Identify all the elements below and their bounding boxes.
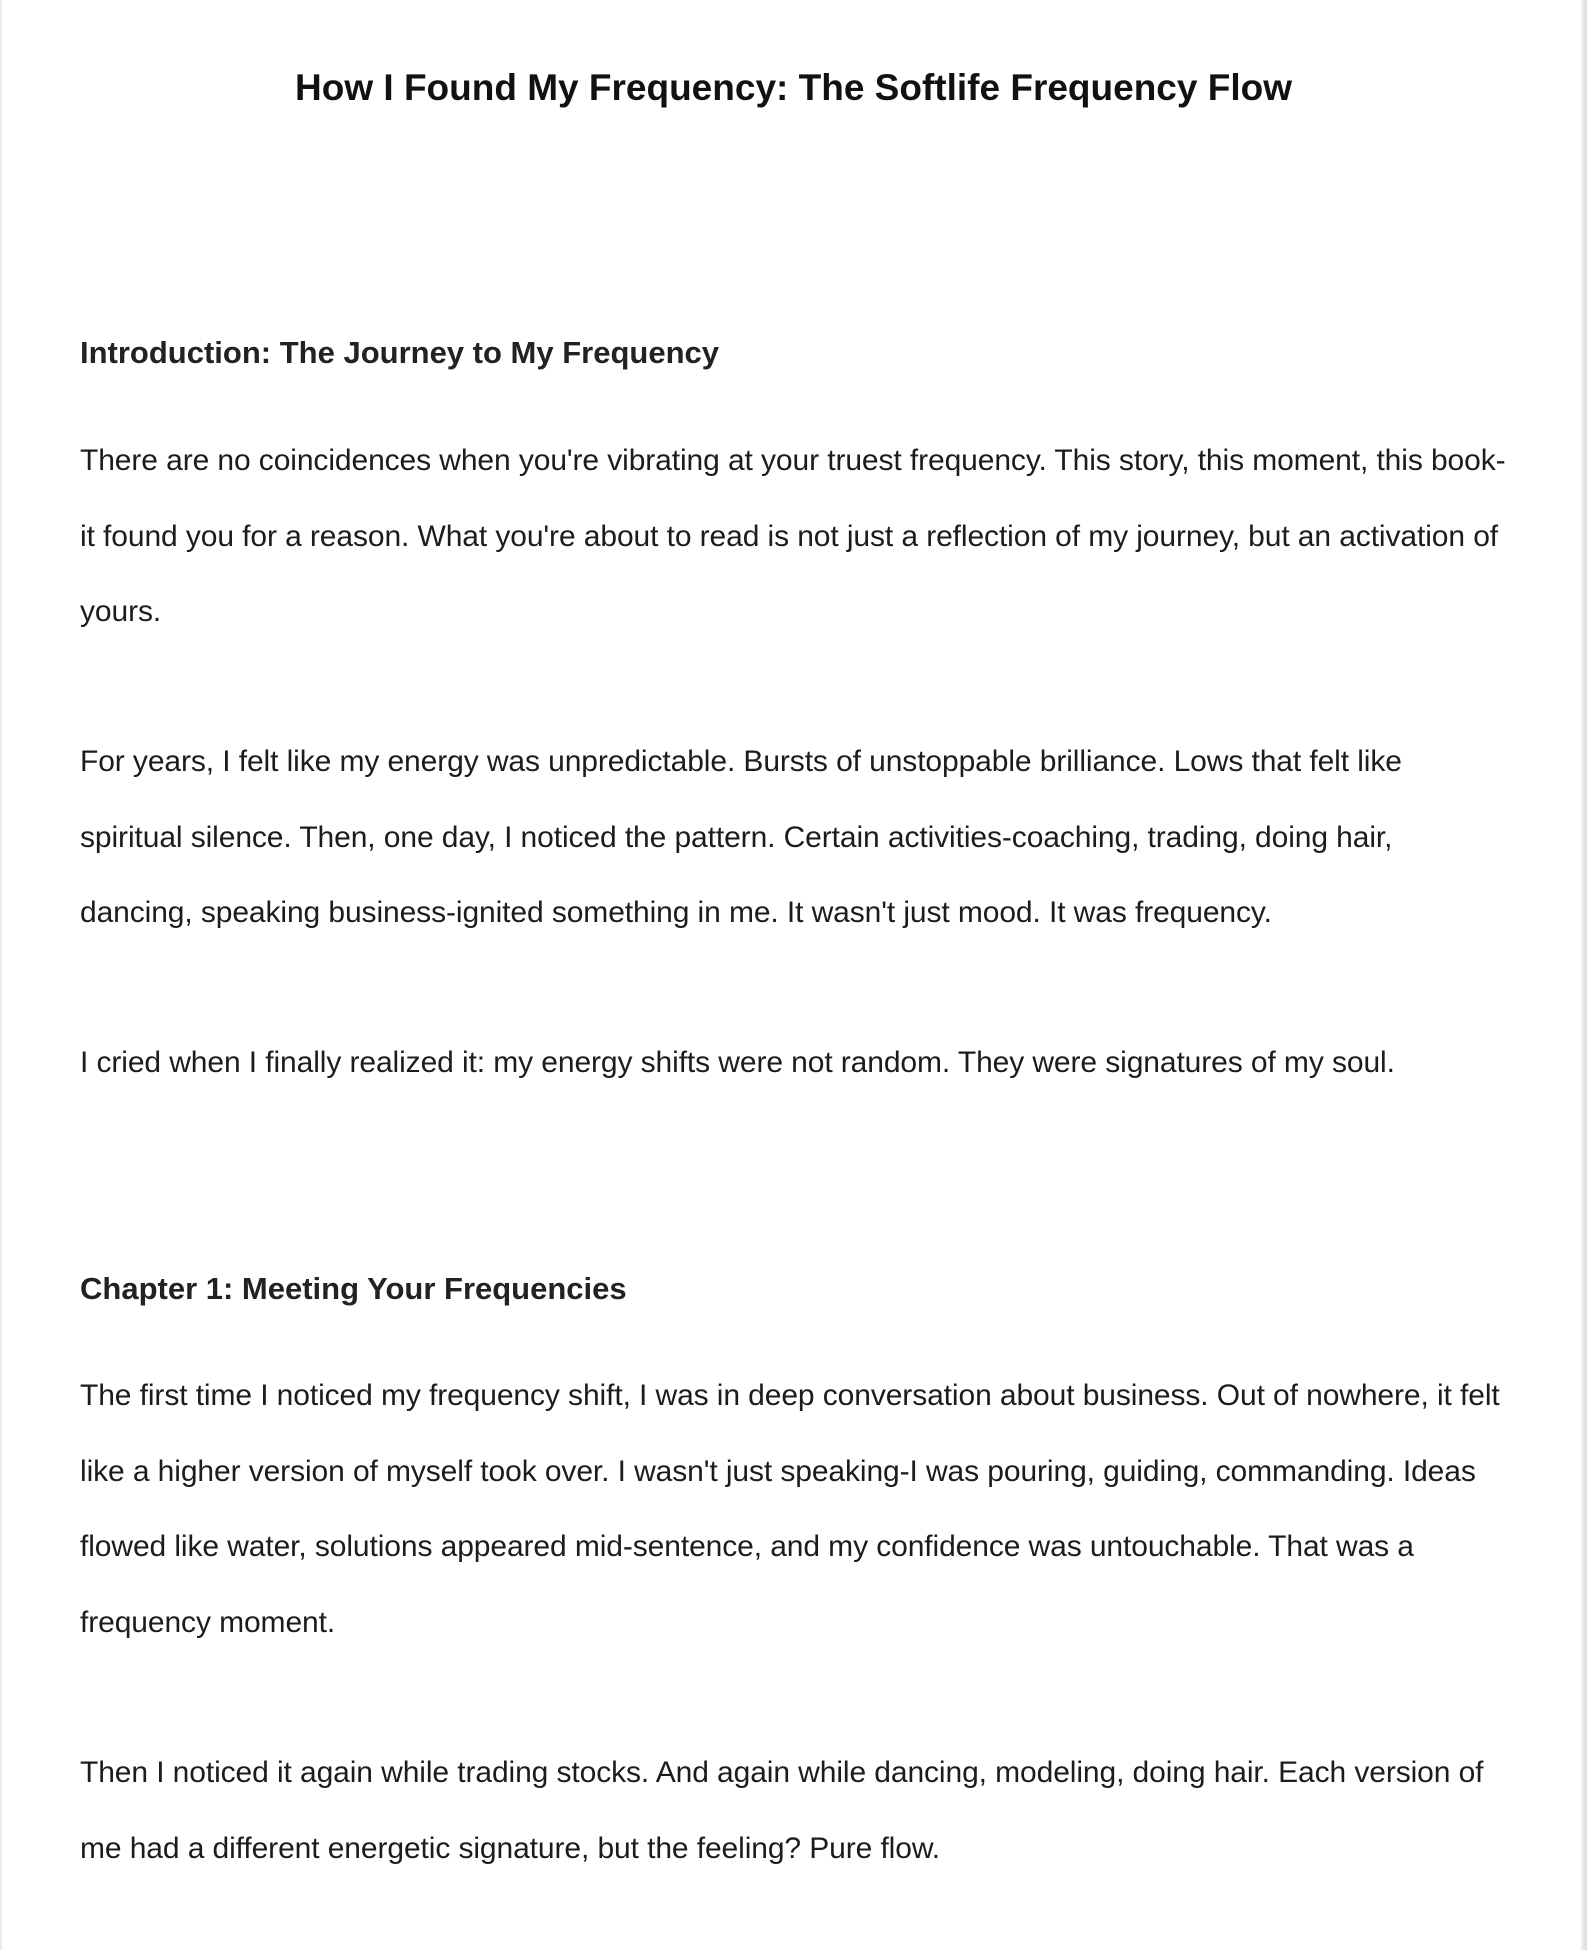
chapter1-paragraph-1: The first time I noticed my frequency shift, I was in deep conversation about business. Out of nowhere, it felt like a higher version of myself took over. I wasn't just speaking-I was pouring, guiding, commanding. Ideas flowed like water, solutions appeared mid-sentence, and my confidence was untouchable. That was a frequency moment.	[80, 1379, 1500, 1639]
document-title: How I Found My Frequency: The Softlife Frequency Flow	[295, 67, 1292, 108]
page-left-edge	[0, 0, 2, 1950]
section-heading-introduction: Introduction: The Journey to My Frequency	[80, 335, 719, 370]
section-heading-chapter-1: Chapter 1: Meeting Your Frequencies	[80, 1271, 627, 1306]
intro-paragraph-1: There are no coincidences when you're vibrating at your truest frequency. This story, this moment, this book-it found you for a reason. What you're about to read is not just a reflection of my journey, but an activation of yours.	[80, 444, 1506, 628]
intro-paragraph-2: For years, I felt like my energy was unpredictable. Bursts of unstoppable brilliance. Lows that felt like spiritual silence. Then, one day, I noticed the pattern. Certain activities-coaching, trading, doing hair, dancing, speaking business-ignited something in me. It wasn't just mood. It was frequency.	[80, 745, 1402, 929]
page-right-edge	[1581, 0, 1587, 1950]
chapter1-paragraph-2: Then I noticed it again while trading stocks. And again while dancing, modeling, doing hair. Each version of me had a different energetic signature, but the feeling? Pure flow.	[80, 1756, 1484, 1865]
intro-paragraph-3: I cried when I finally realized it: my energy shifts were not random. They were signatures of my soul.	[80, 1046, 1395, 1079]
